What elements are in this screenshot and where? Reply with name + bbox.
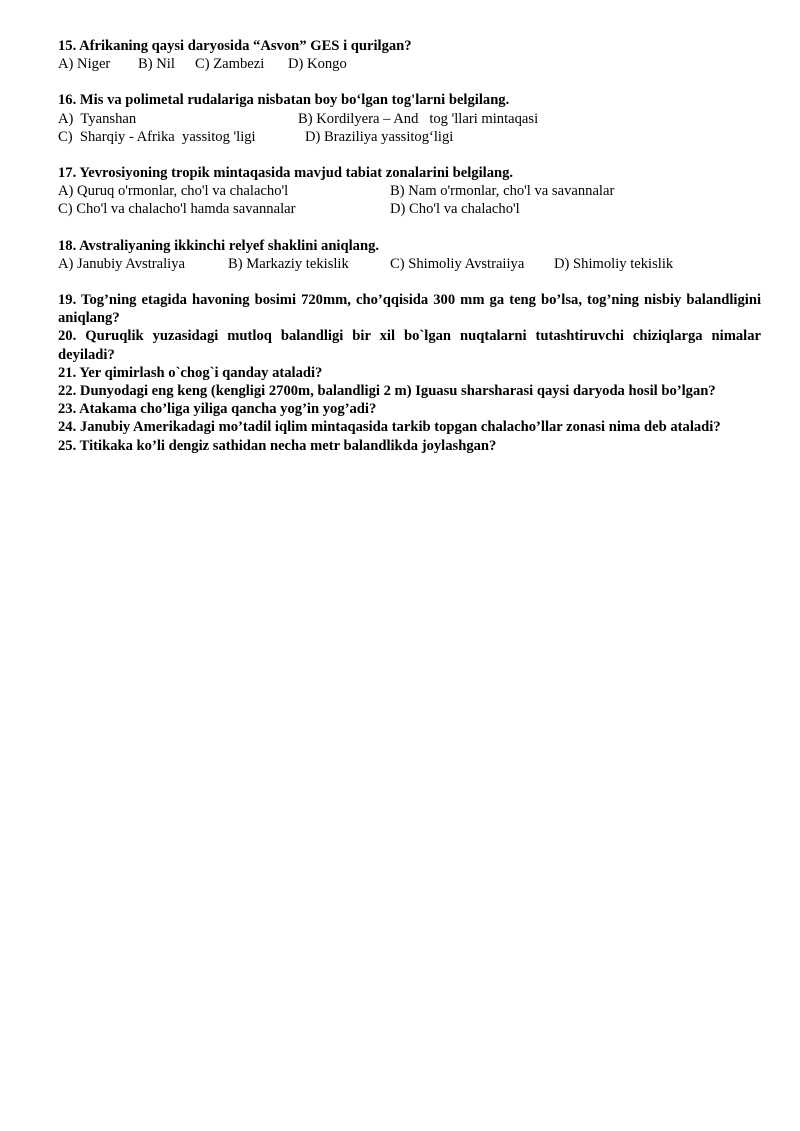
question-text: Titikaka ko’li dengiz sathidan necha metr balandlikda joylashgan?	[79, 437, 497, 454]
open-questions	[58, 291, 761, 455]
question-number: 20.	[58, 328, 77, 345]
question-18	[58, 237, 761, 273]
question-22	[58, 382, 761, 400]
question-number: 15.	[58, 38, 77, 54]
option-a: A) Janubiy Avstraliya	[58, 255, 185, 272]
question-text: Yevrosiyoning tropik mintaqasida mavjud tabiat zonalarini belgilang.	[79, 165, 514, 182]
question-text: Dunyodagi eng keng (kengligi 2700m, balandligi 2 m) Iguasu sharsharasi qaysi daryoda hosil bo’lgan?	[79, 383, 716, 400]
question-19	[58, 291, 761, 327]
question-number: 21.	[58, 364, 77, 381]
options-row	[58, 128, 761, 146]
option-b: B) Nil	[138, 56, 175, 73]
question-number: 23.	[58, 401, 77, 418]
question-text: Quruqlik yuzasidagi mutloq balandligi bir xil bo`lgan nuqtalarni tutashtiruvchi chiziqlarga nimalar deyiladi?	[58, 328, 761, 363]
question-17	[58, 164, 761, 219]
option-d: D) Kongo	[288, 56, 347, 73]
question-text: Tog’ning etagida havoning bosimi 720mm, cho’qqisida 300 mm ga teng bo’lsa, tog’ning nisbiy balandligini aniqlang?	[58, 292, 761, 327]
options-row	[58, 255, 761, 273]
option-a: A) Tyanshan	[58, 110, 137, 127]
option-d: D) Shimoliy tekislik	[554, 255, 674, 272]
option-c: C) Shimoliy Avstraiiya	[390, 255, 525, 272]
options-row	[58, 55, 761, 73]
question-text: Janubiy Amerikadagi mo’tadil iqlim mintaqasida tarkib topgan chalacho’llar zonasi nima deb ataladi?	[79, 419, 721, 436]
question-text: Yer qimirlash o`chog`i qanday ataladi?	[79, 364, 323, 381]
question-18-title	[58, 237, 761, 255]
options-row	[58, 182, 761, 200]
question-16	[58, 91, 761, 146]
option-c: C) Zambezi	[195, 56, 265, 73]
question-24	[58, 418, 761, 436]
question-text: Afrikaning qaysi daryosida “Asvon” GES i qurilgan?	[79, 38, 412, 54]
option-d: D) Cho'l va chalacho'l	[390, 201, 520, 218]
option-d: D) Braziliya yassitog‘ligi	[305, 128, 454, 145]
question-23	[58, 400, 761, 418]
question-17-title	[58, 164, 761, 182]
option-a: A) Niger	[58, 56, 111, 73]
question-text: Avstraliyaning ikkinchi relyef shaklini aniqlang.	[79, 237, 380, 254]
question-15-title	[58, 37, 761, 55]
question-number: 19.	[58, 292, 77, 309]
option-c: C) Sharqiy - Afrika yassitog 'ligi	[58, 128, 256, 145]
question-15	[58, 37, 761, 73]
question-text: Mis va polimetal rudalariga nisbatan boy bo‘lgan tog'larni belgilang.	[79, 92, 510, 109]
question-text: Atakama cho’liga yiliga qancha yog’in yog’adi?	[79, 401, 377, 418]
document-page	[58, 37, 761, 455]
options-row	[58, 200, 761, 218]
option-b: B) Kordilyera – And tog 'llari mintaqasi	[298, 110, 539, 127]
question-number: 18.	[58, 237, 77, 254]
question-21	[58, 364, 761, 382]
question-16-title	[58, 91, 761, 109]
question-25	[58, 437, 761, 455]
question-number: 16.	[58, 92, 77, 109]
option-c: C) Cho'l va chalacho'l hamda savannalar	[58, 201, 296, 218]
question-number: 17.	[58, 165, 77, 182]
question-number: 24.	[58, 419, 77, 436]
question-number: 22.	[58, 383, 77, 400]
option-a: A) Quruq o'rmonlar, cho'l va chalacho'l	[58, 183, 289, 200]
question-20	[58, 327, 761, 363]
options-row	[58, 110, 761, 128]
question-number: 25.	[58, 437, 77, 454]
option-b: B) Markaziy tekislik	[228, 255, 349, 272]
option-b: B) Nam o'rmonlar, cho'l va savannalar	[390, 183, 615, 200]
